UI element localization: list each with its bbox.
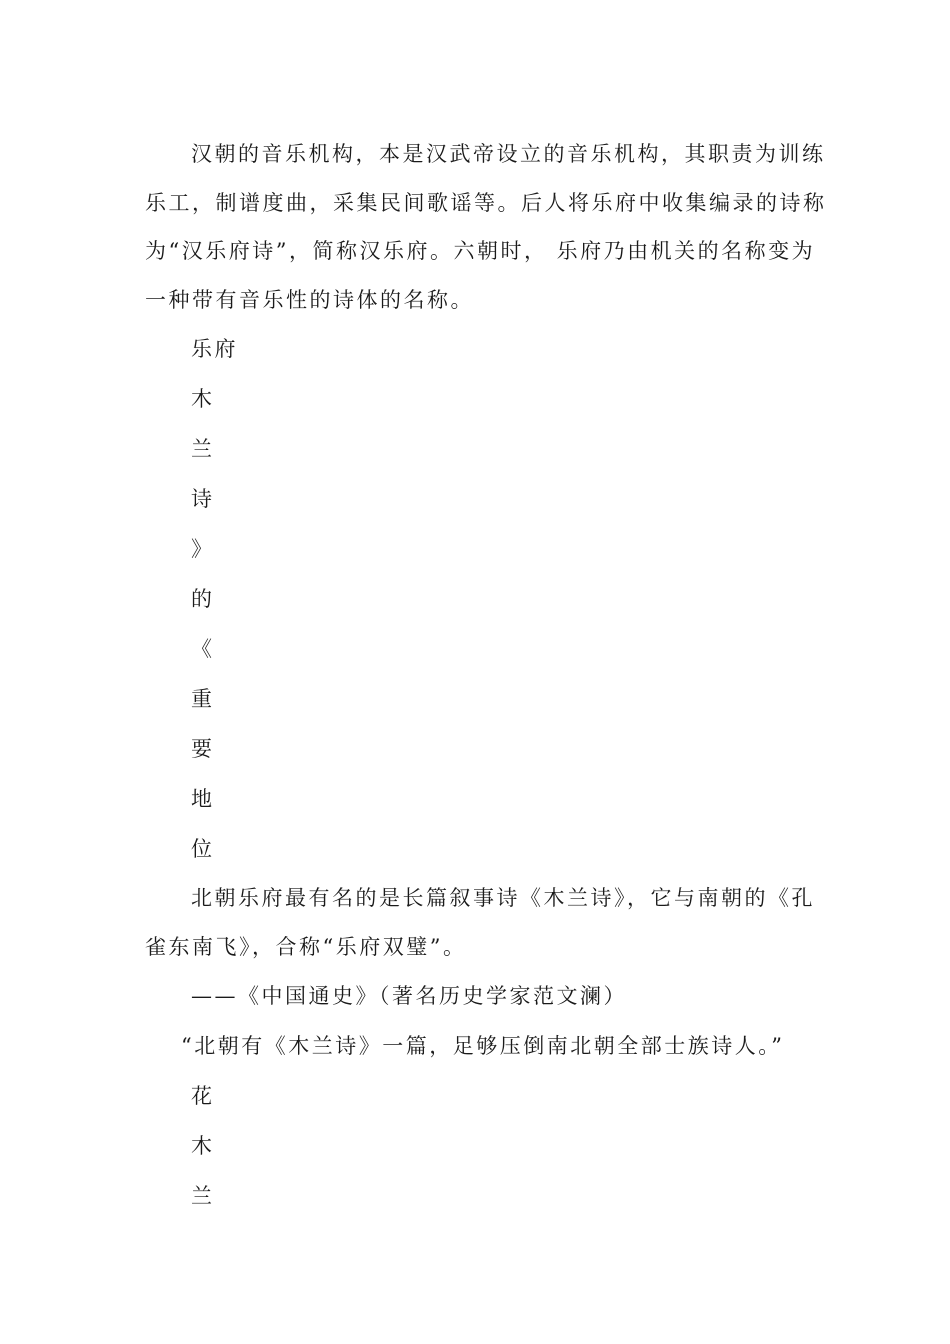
vertical-trailing-heading: [145, 1071, 810, 1221]
trailing-char: 花: [191, 1084, 215, 1108]
heading-char: 的: [191, 587, 215, 611]
trailing-char: 兰: [191, 1184, 215, 1208]
intro-line: 一种带有音乐性的诗体的名称。: [145, 287, 474, 312]
document-body: [145, 130, 827, 1221]
heading-char: 《: [191, 637, 215, 661]
vertical-heading: [145, 324, 810, 874]
attribution: ——《中国通史》（著名历史学家范文澜）: [191, 984, 627, 1008]
trailing-char: 木: [191, 1134, 215, 1158]
intro-line: 乐工，制谱度曲，采集民间歌谣等。后人将乐府中收集编录的诗称: [145, 190, 827, 215]
heading-char: 木: [191, 387, 215, 411]
heading-char: 乐府: [191, 337, 238, 361]
heading-char: 诗: [191, 487, 215, 511]
heading-char: 重: [191, 687, 215, 711]
heading-char: 地: [191, 787, 215, 811]
intro-line: 为“汉乐府诗”，简称汉乐府。六朝时， 乐府乃由机关的名称变为: [145, 239, 816, 263]
heading-char: 》: [191, 537, 215, 561]
intro-line: 汉朝的音乐机构，本是汉武帝设立的音乐机构，其职责为训练: [191, 142, 826, 166]
body-paragraph: [145, 874, 815, 971]
quote: “北朝有《木兰诗》一篇，足够压倒南北朝全部士族诗人。”: [181, 1034, 785, 1058]
body-line: 北朝乐府最有名的是长篇叙事诗《木兰诗》，它与南朝的《孔: [191, 886, 815, 910]
intro-paragraph: [145, 130, 827, 324]
heading-char: 位: [191, 837, 215, 861]
heading-char: 要: [191, 737, 215, 761]
heading-char: 兰: [191, 437, 215, 461]
body-line: 雀东南飞》，合称“乐府双璧”。: [145, 934, 467, 959]
